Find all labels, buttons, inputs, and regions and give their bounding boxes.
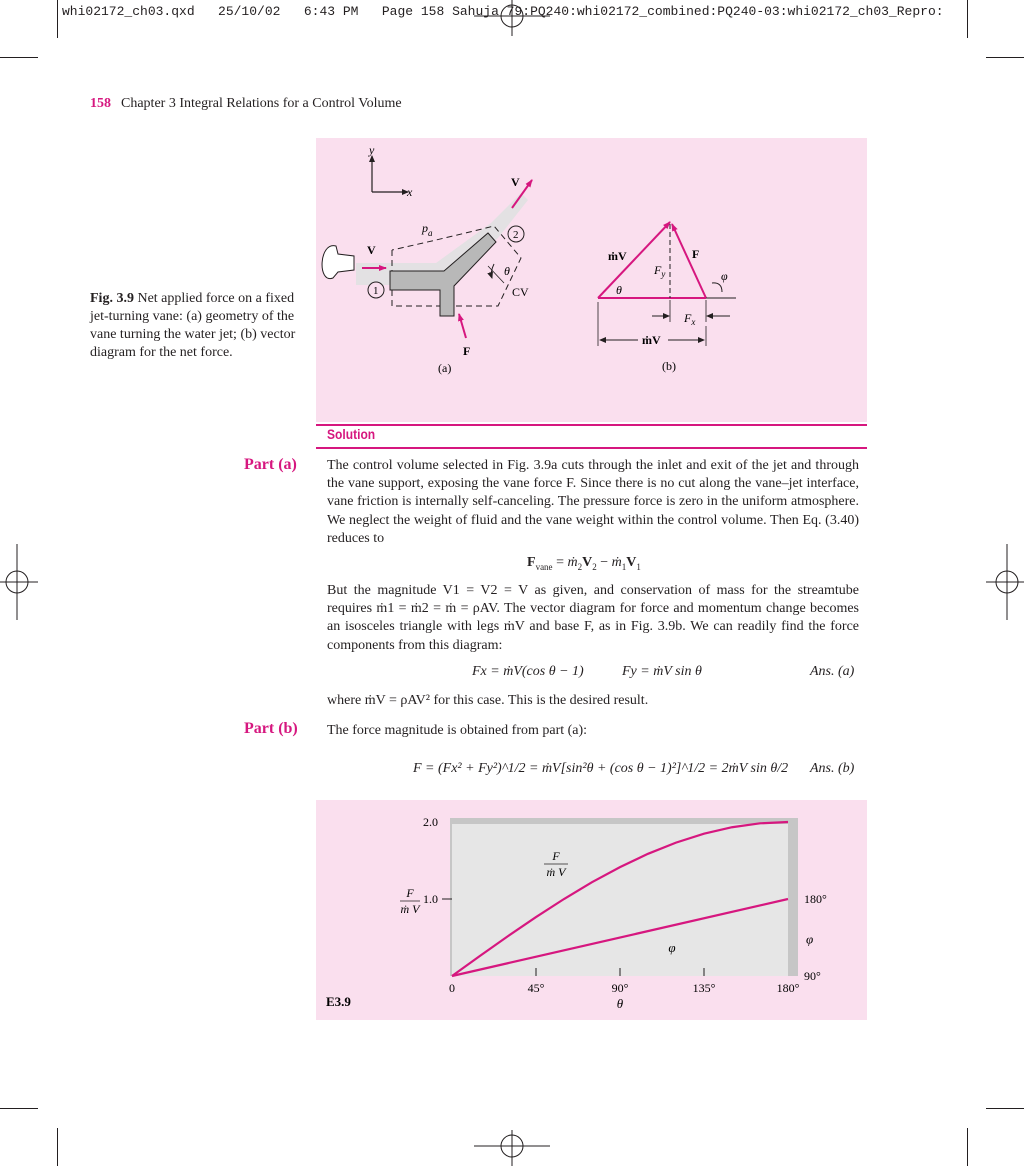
part-b-paragraph-1: The force magnitude is obtained from part (a): bbox=[327, 723, 588, 738]
x-tick-label: 180° bbox=[776, 981, 800, 995]
right-tick-label: 90° bbox=[804, 969, 821, 983]
page-number: 158 bbox=[90, 96, 111, 111]
figure-3-9a bbox=[316, 138, 576, 388]
fy-label: $F_y$ bbox=[654, 263, 666, 279]
registration-mark-right bbox=[984, 544, 1024, 620]
right-tick-label: 180° bbox=[804, 892, 827, 906]
section-1-label: 1 bbox=[373, 285, 379, 297]
x-tick-label: 90° bbox=[611, 981, 629, 995]
series-force-label-den: ṁ V bbox=[546, 865, 566, 879]
example-label: E3.9 bbox=[326, 994, 351, 1009]
outlet-velocity-label: V bbox=[511, 175, 520, 189]
crop-mark bbox=[986, 57, 1024, 58]
plot-area bbox=[452, 824, 788, 976]
figure-label: Fig. 3.9 bbox=[90, 291, 134, 306]
x-tick-label: 0 bbox=[449, 981, 455, 995]
theta-b-label: θ bbox=[616, 283, 622, 297]
registration-mark-top bbox=[474, 0, 550, 40]
crop-mark bbox=[0, 57, 38, 58]
subfigure-b-label: (b) bbox=[662, 359, 676, 373]
equation-fy: Fy = ṁV sin θ bbox=[622, 664, 702, 679]
solution-rule-bottom bbox=[316, 447, 867, 449]
triangle-force-vector bbox=[672, 224, 706, 298]
part-a-paragraph-1: The control volume selected in Fig. 3.9a cuts through the inlet and exit of the jet and through the vane support, exposing the vane force F. Since there is no cut along the vane–jet interface, vane friction is internally self-canceling. The pressure force is zero in the uniform atmosphere. We neglect the weight of fluid and the vane weight within the control volume. Then Eq. (3.40) reduces to bbox=[327, 458, 859, 546]
print-slug: whi02172_ch03.qxd 25/10/02 6:43 PM Page 158 Sahuja 79:PQ240:whi02172_combined:PQ240-03:whi02172_ch03_Repro: bbox=[62, 4, 944, 19]
equation-force-magnitude: F = (Fx² + Fy²)^1/2 = ṁV[sin²θ + (cos θ − 1)²]^1/2 = 2ṁV sin θ/2 bbox=[413, 761, 789, 776]
xy-axes bbox=[368, 143, 413, 199]
ambient-pressure-label: $p_a$ bbox=[422, 221, 433, 238]
left-axis-label-den: ṁ V bbox=[400, 902, 420, 916]
x-axis-label: θ bbox=[616, 996, 624, 1011]
crop-mark bbox=[967, 0, 968, 38]
nozzle bbox=[322, 246, 354, 279]
theta-reference-line bbox=[488, 266, 504, 283]
chapter-title: Chapter 3 Integral Relations for a Control Volume bbox=[121, 96, 402, 111]
crop-mark bbox=[57, 0, 58, 38]
crop-mark bbox=[986, 1108, 1024, 1109]
left-tick-label: 1.0 bbox=[423, 892, 438, 906]
figure-3-9b bbox=[590, 210, 750, 380]
cv-label: CV bbox=[512, 285, 529, 299]
theta-label: θ bbox=[504, 264, 510, 278]
x-tick-label: 135° bbox=[692, 981, 716, 995]
y-axis-label: y bbox=[369, 143, 375, 157]
x-axis-label: x bbox=[407, 185, 413, 199]
series-phi-label: φ bbox=[668, 940, 676, 955]
answer-b-label: Ans. (b) bbox=[810, 761, 855, 776]
vane-force-label: F bbox=[463, 344, 471, 358]
right-axis-label: φ bbox=[806, 931, 814, 947]
answer-a-label: Ans. (a) bbox=[810, 664, 855, 679]
mdotV-top-label: ṁV bbox=[608, 249, 627, 263]
running-head bbox=[90, 96, 402, 112]
part-a-paragraph-3: where ṁV = ρAV² for this case. This is the desired result. bbox=[327, 693, 649, 708]
registration-mark-left bbox=[0, 544, 40, 620]
crop-mark bbox=[967, 1128, 968, 1166]
crop-mark bbox=[57, 1128, 58, 1166]
left-axis-label-num: F bbox=[406, 886, 414, 900]
part-a-paragraph-2: But the magnitude V1 = V2 = V as given, and conservation of mass for the streamtube requires ṁ1 = ṁ2 = ṁ = ρAV. The vector diagram for force and momentum change becomes an isosceles triangle with legs ṁV and base F, as in Fig. 3.9b. We can readily find the force components from this diagram: bbox=[327, 583, 859, 653]
fx-label: $F_x$ bbox=[684, 311, 696, 327]
equation-fx: Fx = ṁV(cos θ − 1) bbox=[472, 664, 584, 679]
series-force-label-num: F bbox=[552, 849, 560, 863]
equation-vane-force: $F_{vane}$ = $ṁ_2V_2$ − $ṁ_1V_1$ bbox=[527, 555, 641, 572]
part-a-label: Part (a) bbox=[244, 456, 297, 473]
section-2-label: 2 bbox=[513, 229, 519, 241]
registration-mark-bottom bbox=[474, 1128, 550, 1166]
crop-mark bbox=[0, 1108, 38, 1109]
phi-angle-arc bbox=[712, 283, 722, 292]
figure-caption bbox=[90, 290, 300, 362]
vane bbox=[390, 233, 496, 316]
force-b-label: F bbox=[692, 247, 700, 261]
solution-heading: Solution bbox=[327, 426, 376, 442]
x-tick-label: 45° bbox=[527, 981, 545, 995]
solution-rule-top bbox=[316, 424, 867, 426]
subfigure-a-label: (a) bbox=[438, 361, 452, 375]
mdotV-bottom-label: ṁV bbox=[642, 333, 661, 347]
vane-force-arrow bbox=[459, 314, 466, 338]
phi-label: φ bbox=[721, 269, 728, 283]
left-tick-label: 2.0 bbox=[423, 815, 438, 829]
chart-e3-9 bbox=[316, 800, 867, 1020]
inlet-velocity-label: V bbox=[367, 243, 376, 257]
figure-caption-text: Net applied force on a fixed jet-turning vane: (a) geometry of the vane turning the water jet; (b) vector diagram for the net force. bbox=[90, 291, 296, 360]
part-b-label: Part (b) bbox=[244, 720, 298, 737]
